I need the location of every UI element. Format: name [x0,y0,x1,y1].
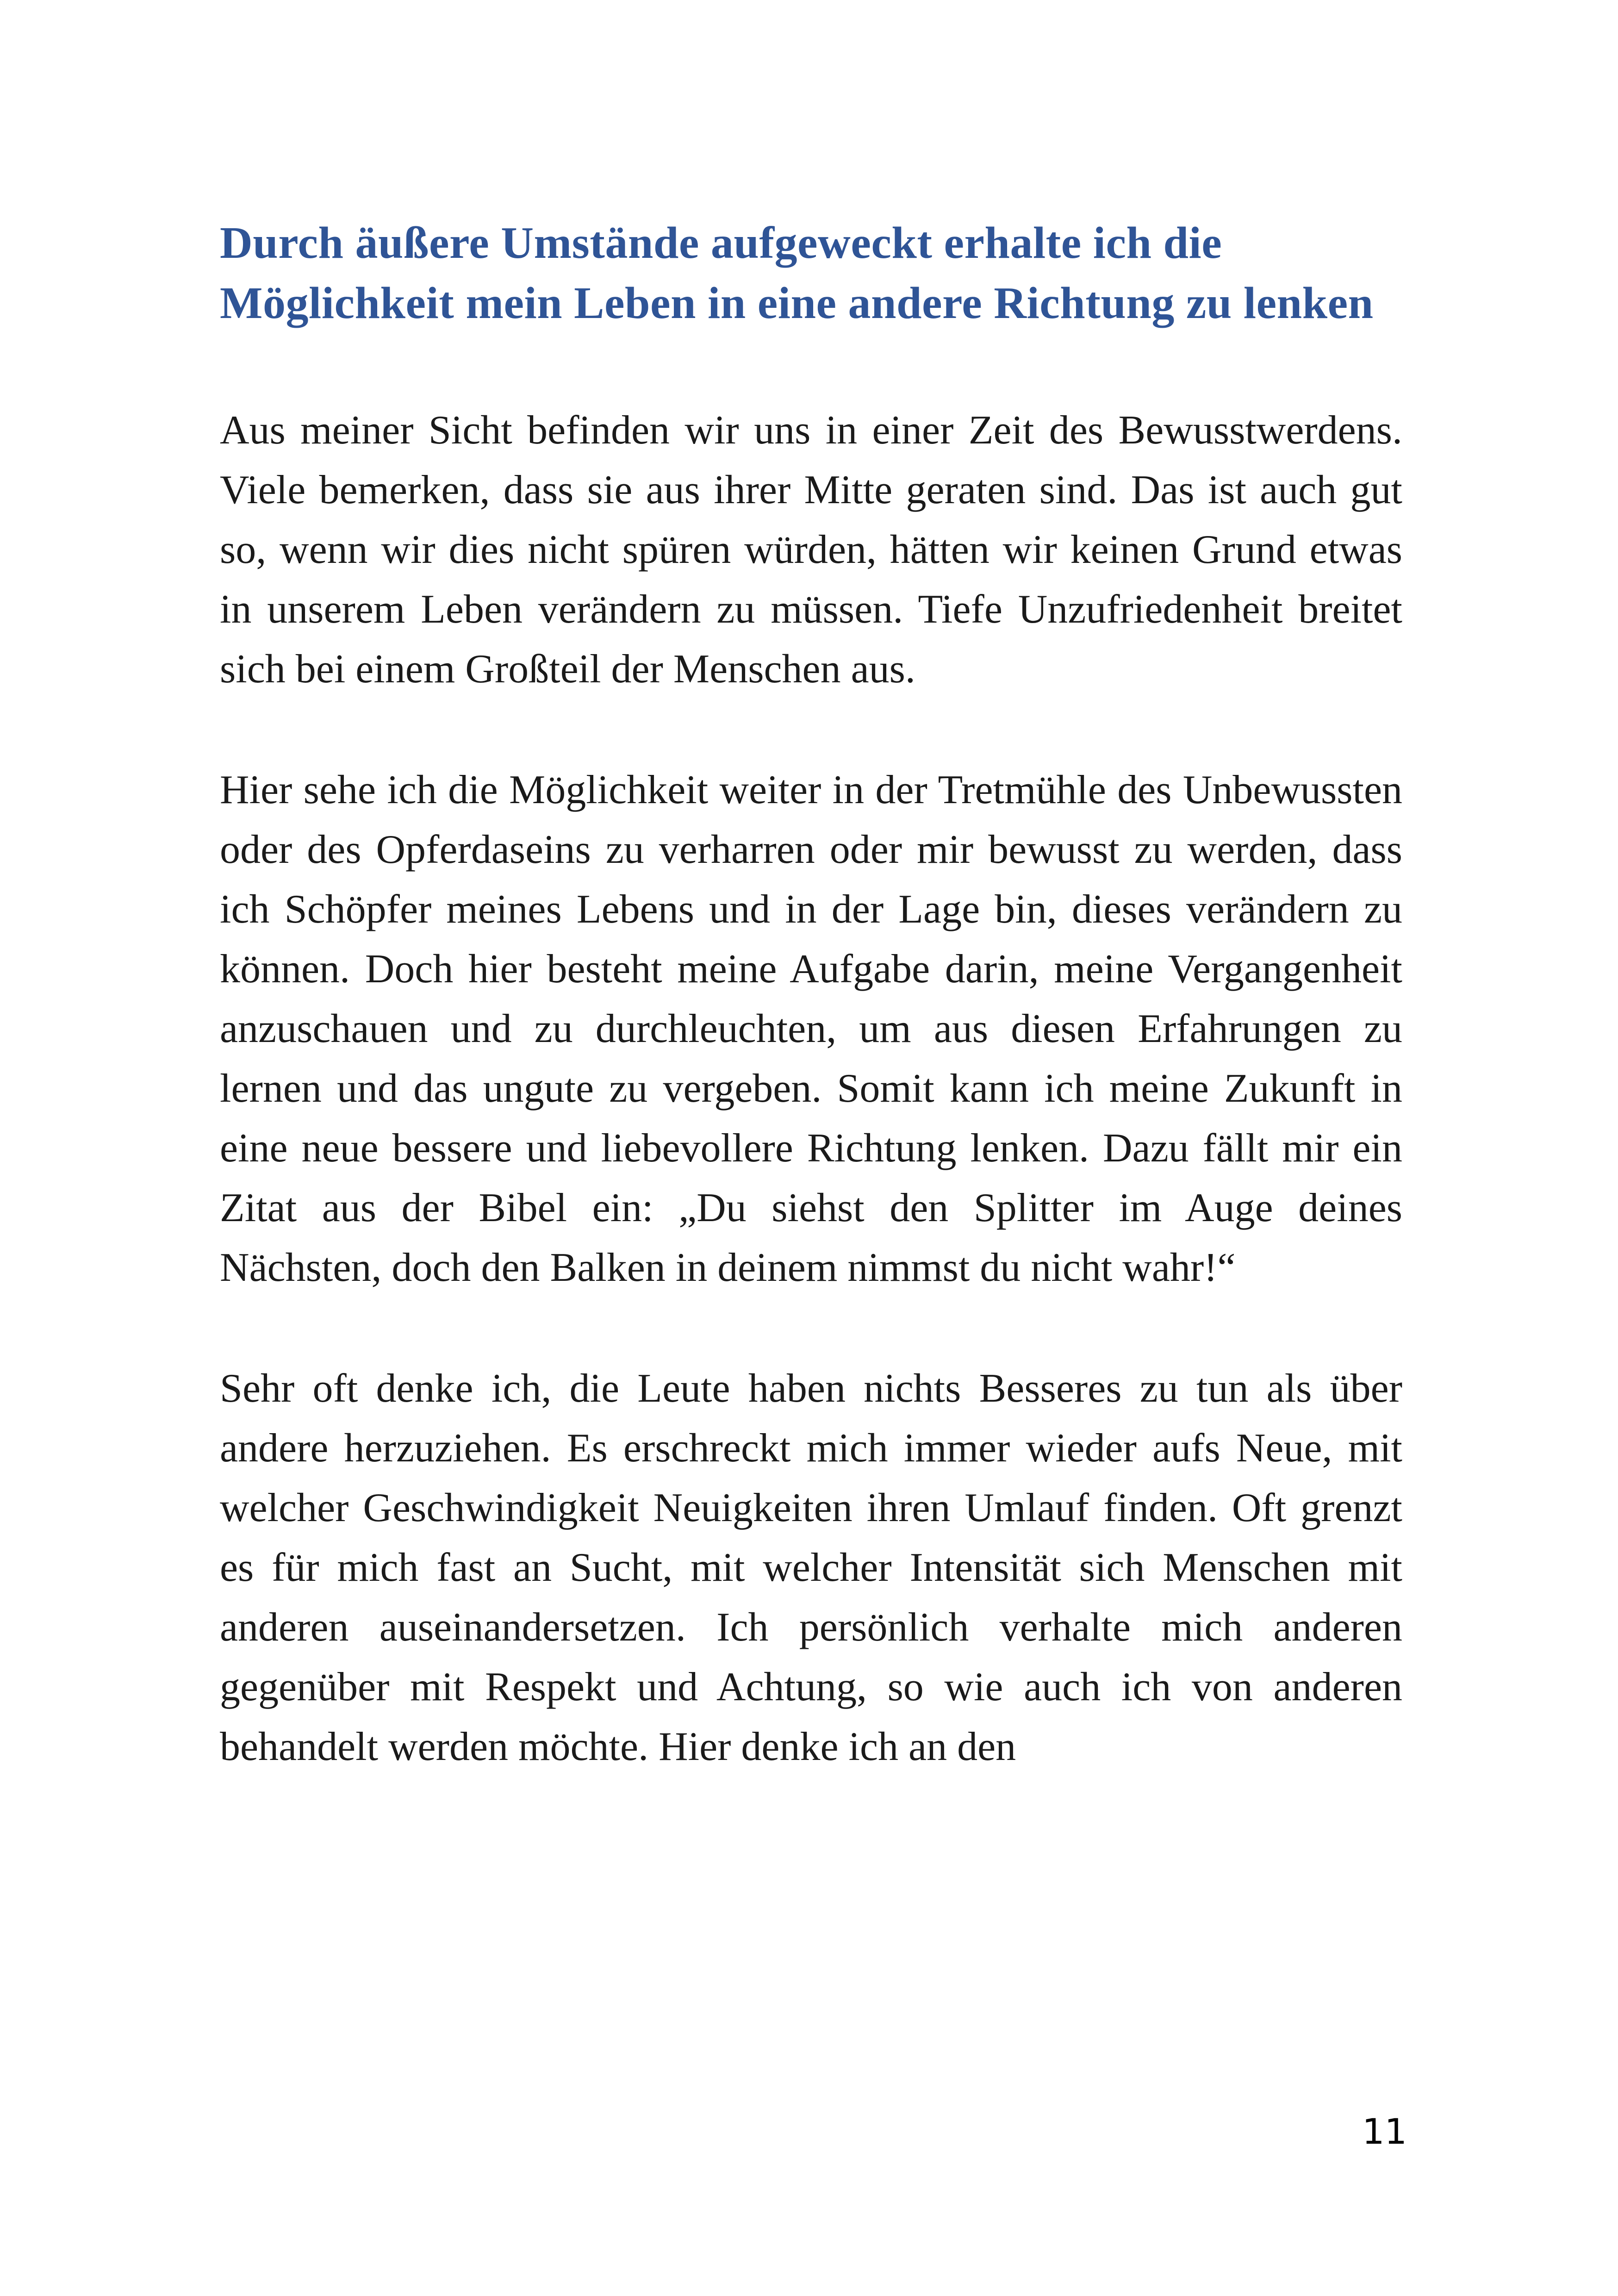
page-content [220,213,1402,1777]
body-paragraph-2: Hier sehe ich die Möglichkeit weiter in der Tretmühle des Unbewussten oder des Opferdaseins zu verharren oder mir bewusst zu werden, dass ich Schöpfer meines Lebens und in der Lage bin, dieses verändern zu können. Doch hier besteht meine Aufgabe darin, meine Vergangenheit anzuschauen und zu durchleuchten, um aus diesen Erfahrungen zu lernen und das ungute zu vergeben. Somit kann ich meine Zukunft in eine neue bessere und liebevollere Richtung lenken. Dazu fällt mir ein Zitat aus der Bibel ein: „Du siehst den Splitter im Auge deines Nächsten, doch den Balken in deinem nimmst du nicht wahr!“ [220,767,1402,1290]
body-paragraph-1: Aus meiner Sicht befinden wir uns in einer Zeit des Bewusstwerdens. Viele bemerken, dass sie aus ihrer Mitte geraten sind. Das ist auch gut so, wenn wir dies nicht spüren würden, hätten wir keinen Grund etwas in unserem Leben verändern zu müssen. Tiefe Unzufriedenheit breitet sich bei einem Großteil der Menschen aus. [220,408,1402,692]
page-number: 11 [1362,2111,1407,2152]
chapter-heading: Durch äußere Umstände aufgeweckt erhalte ich die Möglichkeit mein Leben in eine andere Richtung zu lenken [220,218,1374,328]
body-paragraph-3: Sehr oft denke ich, die Leute haben nichts Besseres zu tun als über andere herzuziehen. Es erschreckt mich immer wieder aufs Neue, mit welcher Geschwindigkeit Neuigkeiten ihren Umlauf finden. Oft grenzt es für mich fast an Sucht, mit welcher Intensität sich Menschen mit anderen auseinandersetzen. Ich persönlich verhalte mich anderen gegenüber mit Respekt und Achtung, so wie auch ich von anderen behandelt werden möchte. Hier denke ich an den [220,1366,1402,1769]
